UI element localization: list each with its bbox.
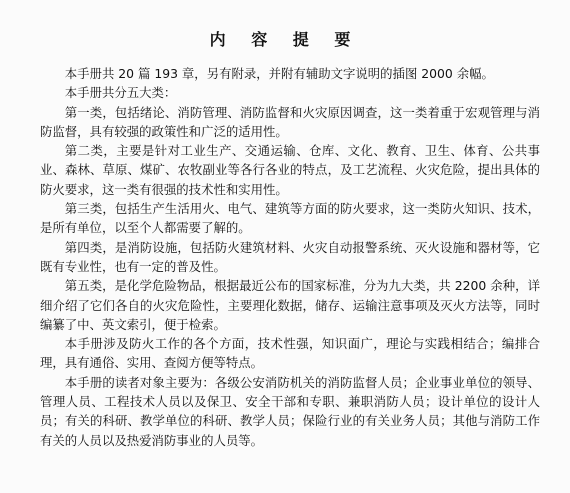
paragraph-audience: 本手册的读者对象主要为：各级公安消防机关的消防监督人员；企业事业单位的领导、管理人员、工程技术人员以及保卫、安全干部和专职、兼职消防人员；设计单位的设计人员；有关的科研、教学单位的科研、教学人员；保险行业的有关业务人员；其他与消防工作有关的人员以及热爱消防事业的人员等。 [40,374,540,448]
paragraph-features: 本手册涉及防火工作的各个方面，技术性强，知识面广，理论与实践相结合；编排合理，具有通俗、实用、查阅方便等特点。 [40,336,540,371]
page-title: 内 容 提 要 [209,30,361,49]
paragraph-category-1: 第一类，包括绪论、消防管理、消防监督和火灾原因调查，这一类着重于宏观管理与消防监督，具有较强的政策性和广泛的适用性。 [40,104,540,139]
document-body [40,64,540,450]
paragraph-category-2: 第二类，主要是针对工业生产、交通运输、仓库、文化、教育、卫生、体育、公共事业、森林、草原、煤矿、农牧副业等各行各业的特点，及工艺流程、火灾危险，提出具体的防火要求，这一类有很强的技术性和实用性。 [40,143,540,197]
paragraph-categories-intro: 本手册共分五大类： [64,85,177,101]
paragraph-category-4: 第四类，是消防设施，包括防火建筑材料、火灾自动报警系统、灭火设施和器材等，它既有专业性，也有一定的普及性。 [40,239,540,274]
paragraph-overview: 本手册共 20 篇 193 章，另有附录，并附有辅助文字说明的插图 2000 余幅。 [64,66,494,81]
paragraph-category-5: 第五类，是化学危险物品，根据最近公布的国家标准，分为九大类，共 2200 余种，详细介绍了它们各自的火灾危险性，主要理化数据，储存、运输注意事项及灭火方法等，同时编纂了中、英文索引，便于检索。 [40,278,540,332]
paragraph-category-3: 第三类，包括生产生活用火、电气、建筑等方面的防火要求，这一类防火知识、技术，是所有单位，以至个人都需要了解的。 [40,201,540,236]
